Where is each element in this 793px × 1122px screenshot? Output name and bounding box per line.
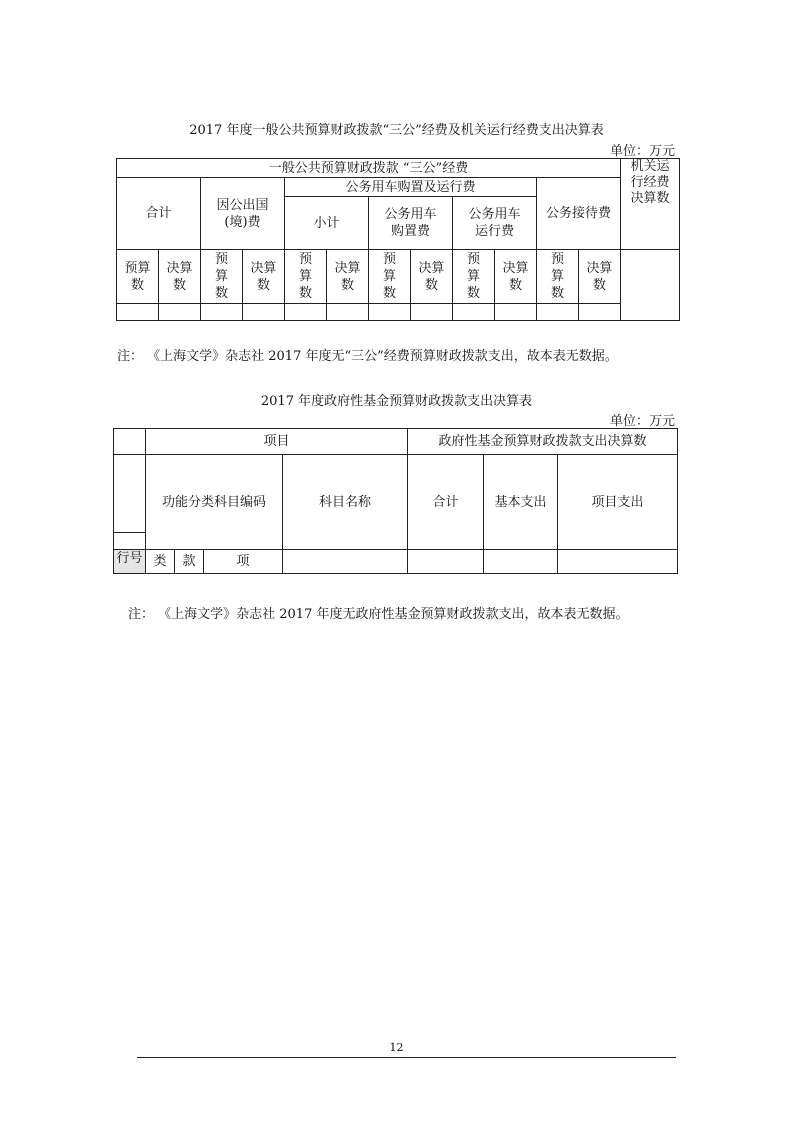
sub-juesuan: 决算数 xyxy=(579,250,621,304)
data-cell xyxy=(243,304,285,321)
data-cell xyxy=(453,304,495,321)
corner-cell xyxy=(114,533,146,550)
row-hang-cell xyxy=(114,550,146,574)
table1-title: 2017 年度一般公共预算财政拨款“三公”经费及机关运行经费支出决算表 xyxy=(189,123,604,138)
header-xiaoji: 小计 xyxy=(285,197,369,250)
sub-yusuan: 预算数 xyxy=(537,250,579,304)
sub-juesuan: 决算数 xyxy=(243,250,285,304)
header-xmzc: 项目支出 xyxy=(558,455,678,550)
data-cell xyxy=(484,550,558,574)
header-code: 功能分类科目编码 xyxy=(146,455,283,550)
table2-note: 注： 《上海文学》杂志社 2017 年度无政府性基金预算财政拨款支出，故本表无数据。 xyxy=(128,607,629,622)
sub-yusuan: 预算数 xyxy=(369,250,411,304)
sub-juesuan: 决算数 xyxy=(327,250,369,304)
header-heji: 合计 xyxy=(408,455,484,550)
data-cell xyxy=(579,304,621,321)
table1-unit: 单位：万元 xyxy=(609,144,675,159)
header-heji: 合计 xyxy=(117,178,201,250)
row-lei: 类 xyxy=(146,550,175,574)
header-yingong: 因公出国(境)费 xyxy=(201,178,285,250)
page-number: 12 xyxy=(389,1041,404,1054)
data-cell xyxy=(285,304,327,321)
header-yunxing: 公务用车运行费 xyxy=(453,197,537,250)
table1-note: 注： 《上海文学》杂志社 2017 年度无“三公”经费预算财政拨款支出，故本表无数据。 xyxy=(117,349,618,364)
header-jiben: 基本支出 xyxy=(484,455,558,550)
data-cell xyxy=(537,304,579,321)
footer-divider xyxy=(137,1057,676,1058)
corner-cell xyxy=(114,455,146,533)
data-cell xyxy=(159,304,201,321)
data-cell xyxy=(495,304,537,321)
row-xiang: 项 xyxy=(204,550,283,574)
data-cell xyxy=(201,304,243,321)
header-gongwuche: 公务用车购置及运行费 xyxy=(285,178,537,197)
row-kuan: 款 xyxy=(175,550,204,574)
sub-juesuan: 决算数 xyxy=(159,250,201,304)
data-cell xyxy=(411,304,453,321)
sub-yusuan: 预算数 xyxy=(201,250,243,304)
data-cell xyxy=(369,304,411,321)
table2-unit: 单位：万元 xyxy=(609,414,675,429)
corner-cell xyxy=(114,429,146,455)
header-fund: 政府性基金预算财政拨款支出决算数 xyxy=(408,429,678,455)
header-jiguan: 机关运行经费决算数 xyxy=(621,159,680,250)
header-name: 科目名称 xyxy=(283,455,408,550)
header-sangong: 一般公共预算财政拨款 “三公”经费 xyxy=(117,159,621,178)
data-cell xyxy=(408,550,484,574)
three-public-expenses-table xyxy=(116,158,680,321)
table2-title: 2017 年度政府性基金预算财政拨款支出决算表 xyxy=(260,394,533,409)
jiguan-empty-cell xyxy=(621,250,680,321)
sub-yusuan: 预算数 xyxy=(453,250,495,304)
data-cell xyxy=(327,304,369,321)
data-cell xyxy=(558,550,678,574)
data-cell xyxy=(117,304,159,321)
government-fund-table xyxy=(113,428,678,574)
data-cell xyxy=(283,550,408,574)
row-hang: 行号 xyxy=(116,551,143,566)
header-gouzhi: 公务用车购置费 xyxy=(369,197,453,250)
sub-yusuan: 预算数 xyxy=(117,250,159,304)
sub-juesuan: 决算数 xyxy=(411,250,453,304)
header-jiedai: 公务接待费 xyxy=(537,178,621,250)
header-xiangmu: 项目 xyxy=(146,429,408,455)
sub-yusuan: 预算数 xyxy=(285,250,327,304)
sub-juesuan: 决算数 xyxy=(495,250,537,304)
